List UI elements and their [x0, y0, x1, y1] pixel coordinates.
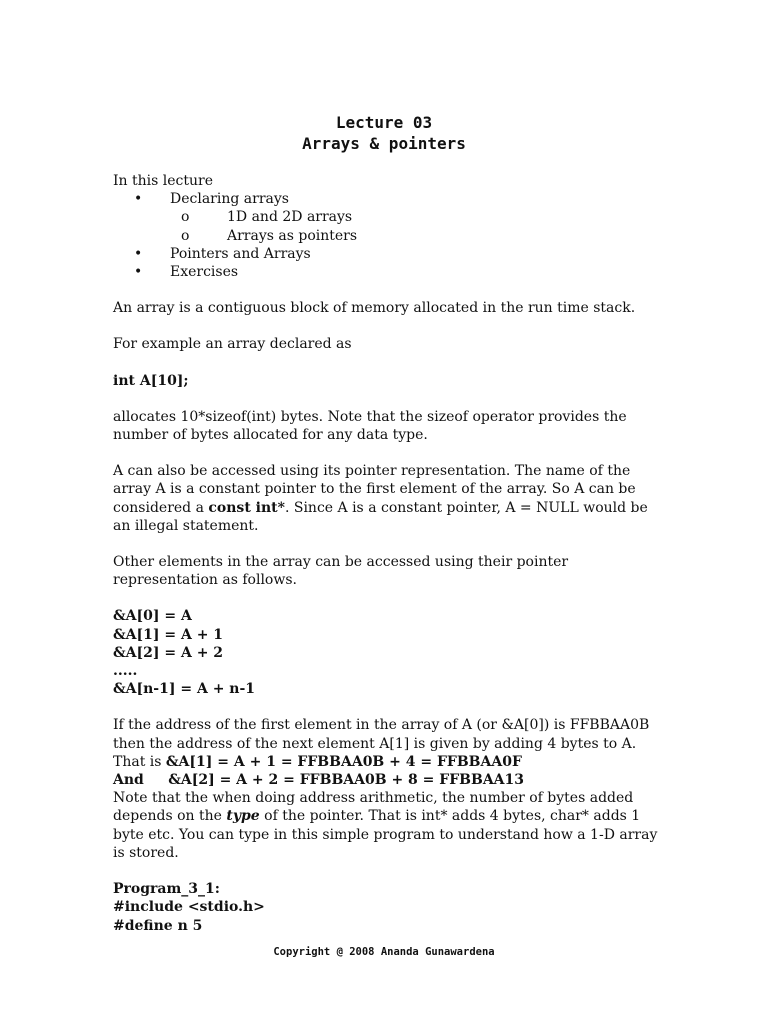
address-line: &A[2] = A + 2 [113, 644, 224, 661]
paragraph-pointer: A can also be accessed using its pointer representation. The name of the array A is a constant pointer to the first element of the array. So A can be considered a const int*. Since A is a constant pointer, A = NULL would be an illegal statement. [113, 463, 648, 534]
lecture-subtitle: Arrays & pointers [302, 134, 466, 153]
paragraph-sizeof: allocates 10*sizeof(int) bytes. Note that the sizeof operator provides the number of bytes allocated for any data type. [113, 408, 627, 444]
outline-item: • Pointers and Arrays [134, 245, 311, 262]
intro-text: In this lecture [113, 173, 213, 189]
bullet-icon: • [134, 245, 143, 262]
paragraph-other-elements: Other elements in the array can be accessed using their pointer representation as follows. [113, 554, 569, 589]
program-line: Program_3_1: [113, 881, 220, 898]
that-is-line: That is &A[1] = A + 1 = FFBBAA0B + 4 = FFBBAA0F [113, 753, 522, 770]
outline-subitem: o 1D and 2D arrays [181, 209, 353, 226]
lecture-title: Lecture 03 [335, 113, 433, 132]
code-declaration: int A[10]; [113, 372, 189, 389]
address-line: &A[1] = A + 1 [113, 626, 224, 643]
paragraph-contiguous: An array is a contiguous block of memory allocated in the run time stack. [113, 300, 636, 317]
circle-bullet-icon: o [181, 209, 190, 226]
outline-list [113, 190, 658, 281]
program-line: #define n 5 [113, 917, 203, 934]
paragraph-address: If the address of the first element in the array of A (or &A[0]) is FFBBAA0B then the address of the next element A[1] is given by adding 4 bytes to A. [113, 717, 650, 752]
paragraph-example: For example an array declared as [113, 336, 352, 353]
address-lines [113, 607, 658, 698]
and-line: And &A[2] = A + 2 = FFBBAA0B + 8 = FFBBAA13 [113, 772, 525, 789]
program-listing [113, 880, 658, 935]
bullet-icon: • [134, 264, 143, 281]
address-line: ..... [113, 663, 138, 680]
address-line: &A[0] = A [113, 608, 192, 625]
address-line: &A[n-1] = A + n-1 [113, 681, 256, 698]
document-body [113, 172, 658, 935]
program-line: #include <stdio.h> [113, 899, 265, 916]
outline-item: • Declaring arrays [134, 191, 289, 208]
circle-bullet-icon: o [181, 227, 190, 244]
copyright-footer: Copyright @ 2008 Ananda Gunawardena [273, 946, 495, 958]
bullet-icon: • [134, 191, 143, 208]
outline-item: • Exercises [134, 264, 239, 281]
outline-subitem: o Arrays as pointers [181, 227, 358, 244]
paragraph-note: Note that the when doing address arithmetic, the number of bytes added depends on the type of the pointer. That is int* adds 4 bytes, char* adds 1 byte etc. You can type in this simple program to understand how a 1-D array is stored. [113, 790, 658, 861]
